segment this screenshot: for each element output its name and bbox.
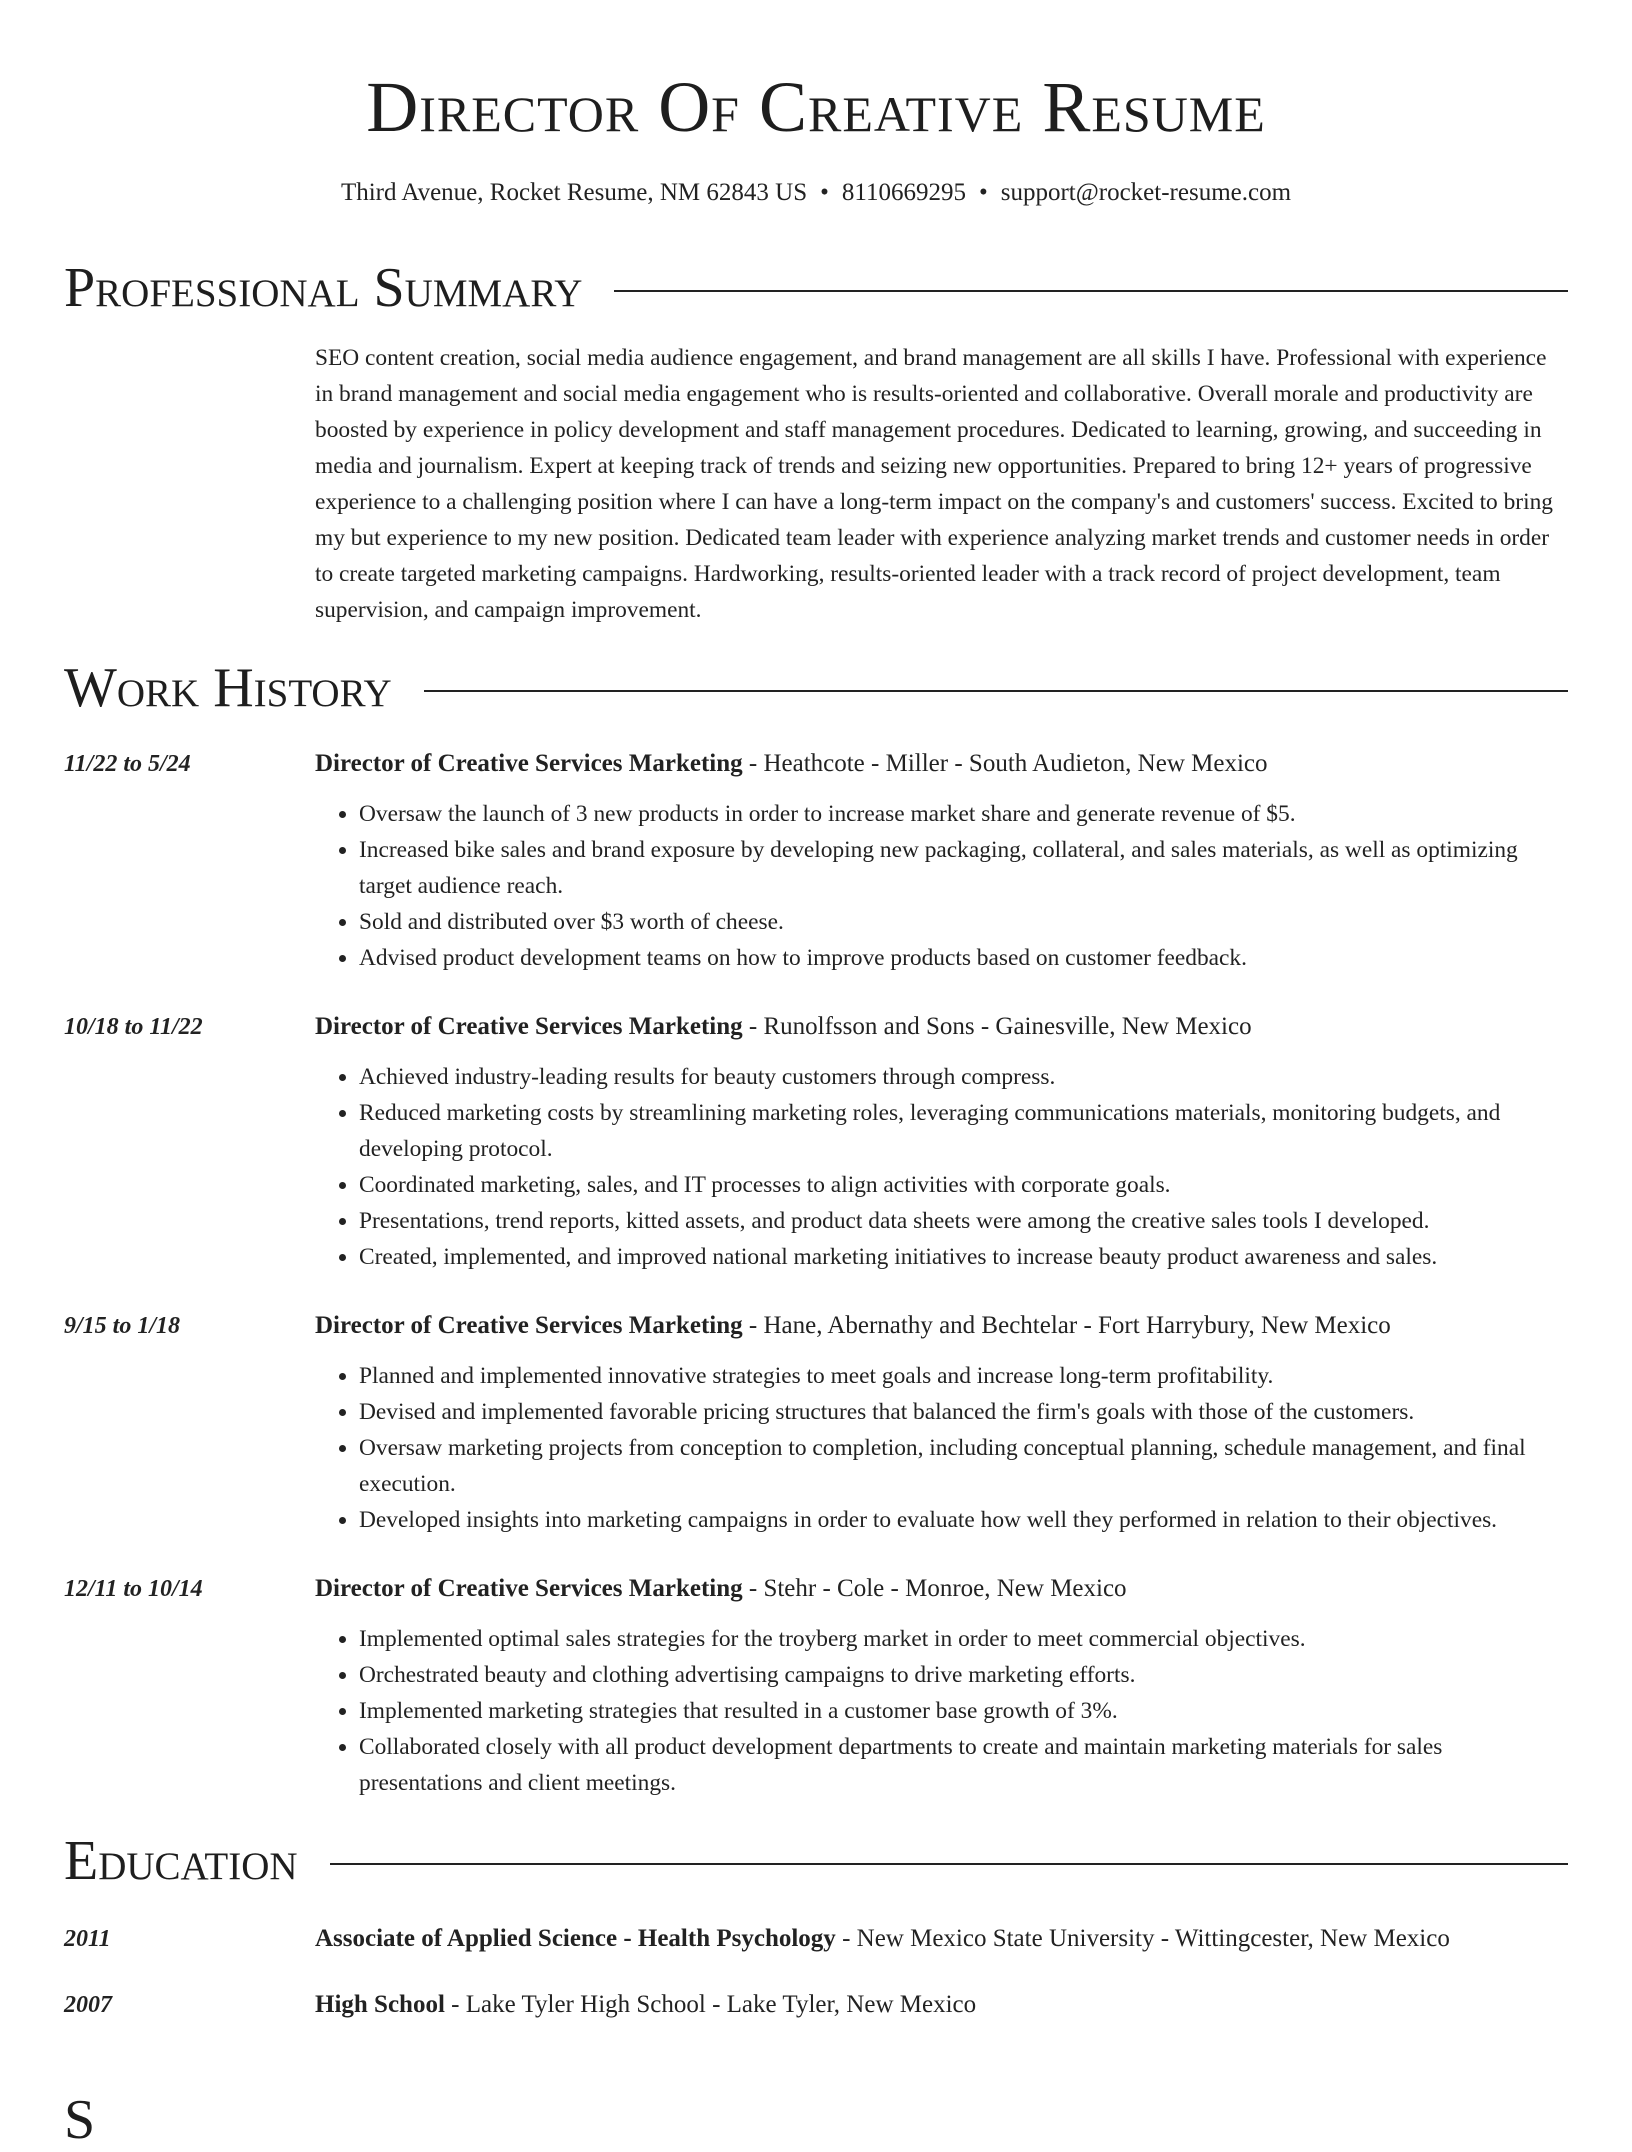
job-bullets	[315, 1059, 1568, 1275]
job-entry	[64, 1009, 1568, 1275]
job-details: - Hane, Abernathy and Bechtelar - Fort Harrybury, New Mexico	[742, 1312, 1391, 1339]
job-title-line	[315, 1571, 1568, 1607]
summary-heading: Professional Summary	[64, 257, 583, 319]
section-divider	[330, 1863, 1568, 1865]
job-bullet: • Developed insights into marketing campaigns in order to evaluate how well they performed in relation to their objectives.	[359, 1502, 1568, 1538]
job-bullet: • Advised product development teams on how to improve products based on customer feedback.	[359, 940, 1568, 976]
job-bullet: • Coordinated marketing, sales, and IT processes to align activities with corporate goals.	[359, 1167, 1568, 1203]
contact-email: support@rocket-resume.com	[1000, 179, 1292, 206]
next-section-heading-partial: S	[64, 2089, 96, 2151]
job-bullet: • Implemented marketing strategies that resulted in a customer base growth of 3%.	[359, 1693, 1568, 1729]
education-body	[315, 1921, 1568, 1957]
job-body	[315, 1009, 1568, 1275]
education-details: - New Mexico State University - Wittingcester, New Mexico	[835, 1925, 1450, 1952]
job-bullet: • Oversaw marketing projects from conception to completion, including conceptual planning, schedule management, and final execution.	[359, 1430, 1568, 1502]
job-bullet: • Achieved industry-leading results for beauty customers through compress.	[359, 1059, 1568, 1095]
work-section-header	[64, 656, 1568, 720]
contact-separator: •	[820, 179, 829, 206]
job-details: - Stehr - Cole - Monroe, New Mexico	[742, 1575, 1127, 1602]
job-bullet: • Collaborated closely with all product development departments to create and maintain marketing materials for sales presentations and client meetings.	[359, 1729, 1568, 1801]
job-details: - Heathcote - Miller - South Audieton, New Mexico	[742, 750, 1268, 777]
job-bullet: • Presentations, trend reports, kitted assets, and product data sheets were among the creative sales tools I developed.	[359, 1203, 1568, 1239]
job-dates: 9/15 to 1/18	[64, 1313, 181, 1339]
summary-section-header	[64, 256, 1568, 320]
job-body	[315, 1308, 1568, 1538]
education-entry	[64, 1987, 1568, 2023]
job-body	[315, 746, 1568, 976]
job-title: Director of Creative Services Marketing	[315, 1575, 743, 1602]
job-title-line	[315, 746, 1568, 782]
job-bullet: • Sold and distributed over $3 worth of cheese.	[359, 904, 1568, 940]
education-section-header	[64, 1829, 1568, 1893]
job-bullet: • Reduced marketing costs by streamlining marketing roles, leveraging communications materials, monitoring budgets, and developing protocol.	[359, 1095, 1568, 1167]
education-heading: Education	[64, 1830, 298, 1892]
education-year: 2007	[64, 1992, 112, 2018]
job-bullet: • Devised and implemented favorable pricing structures that balanced the firm's goals with those of the customers.	[359, 1394, 1568, 1430]
education-details: - Lake Tyler High School - Lake Tyler, New Mexico	[444, 1991, 977, 2018]
job-bullets	[315, 1621, 1568, 1801]
contact-phone: 8110669295	[841, 179, 966, 206]
job-bullets	[315, 1358, 1568, 1538]
education-degree: High School	[315, 1991, 445, 2018]
job-body	[315, 1571, 1568, 1801]
education-body	[315, 1987, 1568, 2023]
summary-text: SEO content creation, social media audience engagement, and brand management are all skills I have. Professional with experience in brand management and social media engagement who is results-oriented and collaborative. Overall morale and productivity are boosted by experience in policy development and staff management procedures. Dedicated to learning, growing, and succeeding in media and journalism. Expert at keeping track of trends and seizing new opportunities. Prepared to bring 12+ years of progressive experience to a challenging position where I can have a long-term impact on the company's and customers' success. Excited to bring my but experience to my new position. Dedicated team leader with experience analyzing market trends and customer needs in order to create targeted marketing campaigns. Hardworking, results-oriented leader with a track record of project development, team supervision, and campaign improvement.	[315, 345, 1553, 623]
job-bullet: • Oversaw the launch of 3 new products in order to increase market share and generate revenue of $5.	[359, 796, 1568, 832]
education-line	[315, 1987, 1568, 2023]
job-title: Director of Creative Services Marketing	[315, 1013, 743, 1040]
job-dates: 12/11 to 10/14	[64, 1576, 203, 1602]
job-title-line	[315, 1308, 1568, 1344]
job-bullet: • Increased bike sales and brand exposure by developing new packaging, collateral, and sales materials, as well as optimizing target audience reach.	[359, 832, 1568, 904]
job-title-line	[315, 1009, 1568, 1045]
job-title: Director of Creative Services Marketing	[315, 1312, 743, 1339]
job-bullet: • Created, implemented, and improved national marketing initiatives to increase beauty product awareness and sales.	[359, 1239, 1568, 1275]
job-title: Director of Creative Services Marketing	[315, 750, 743, 777]
job-entry	[64, 1308, 1568, 1538]
job-bullet: • Orchestrated beauty and clothing advertising campaigns to drive marketing efforts.	[359, 1657, 1568, 1693]
contact-line	[64, 176, 1568, 210]
education-list	[64, 1921, 1568, 2023]
job-bullets	[315, 796, 1568, 976]
job-dates: 11/22 to 5/24	[64, 751, 191, 777]
contact-address: Third Avenue, Rocket Resume, NM 62843 US	[340, 179, 808, 206]
work-history-list	[64, 746, 1568, 1801]
contact-separator: •	[978, 179, 988, 206]
section-divider	[424, 690, 1568, 692]
job-dates: 10/18 to 11/22	[64, 1014, 203, 1040]
job-details: - Runolfsson and Sons - Gainesville, New Mexico	[742, 1013, 1252, 1040]
job-entry	[64, 1571, 1568, 1801]
resume-page	[64, 0, 1568, 2023]
job-bullet: • Implemented optimal sales strategies for the troyberg market in order to meet commercial objectives.	[359, 1621, 1568, 1657]
education-line	[315, 1921, 1568, 1957]
education-entry	[64, 1921, 1568, 1957]
job-bullet: • Planned and implemented innovative strategies to meet goals and increase long-term profitability.	[359, 1358, 1568, 1394]
education-year: 2011	[64, 1926, 111, 1952]
job-entry	[64, 746, 1568, 976]
resume-name: Director Of Creative Resume	[366, 67, 1266, 147]
section-divider	[614, 290, 1568, 292]
work-heading: Work History	[64, 657, 392, 719]
education-degree: Associate of Applied Science - Health Psychology	[315, 1925, 836, 1952]
